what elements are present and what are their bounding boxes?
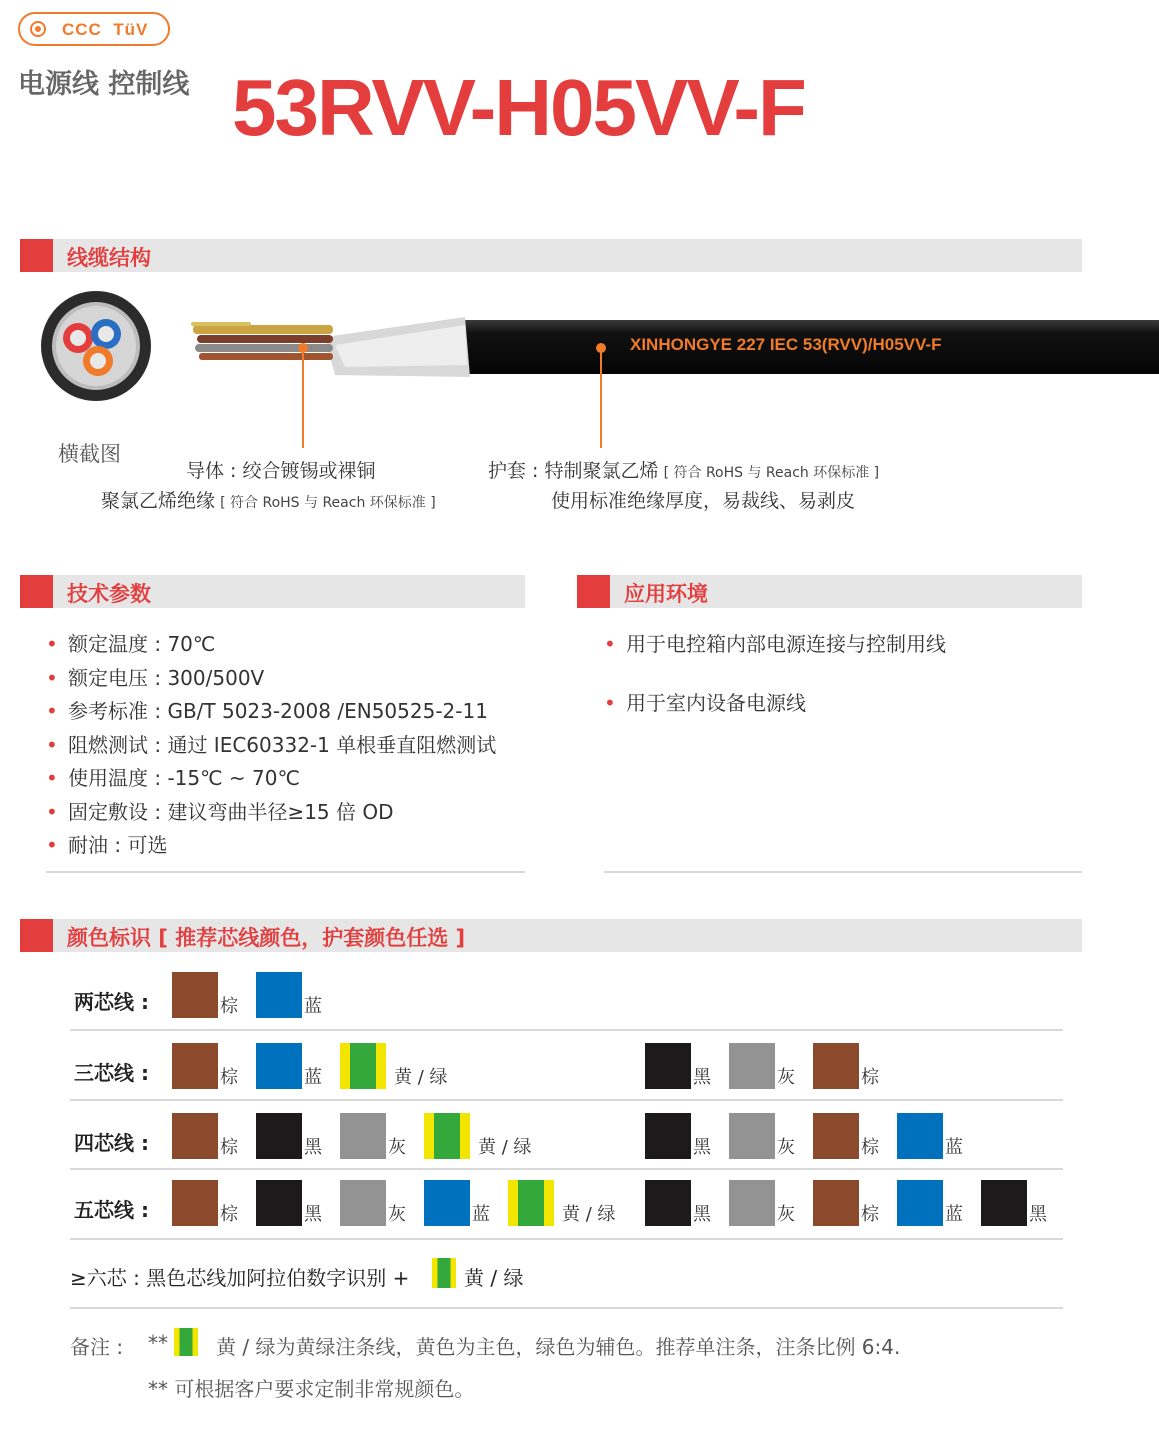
swatch-label: 棕 [220,1204,238,1225]
section-bar-colors [20,919,1082,952]
red-square-icon [20,919,53,952]
swatch-label: 蓝 [304,1067,322,1088]
divider [70,1168,1063,1170]
swatch-label: 棕 [220,1067,238,1088]
conductor-label: 导体 : 绞合镀锡或裸铜 [186,460,376,482]
swatch-label: 黑 [304,1137,322,1158]
black-swatch [256,1180,302,1226]
spec-item: • 使用温度 : -15℃ ~ 70℃ [46,762,496,796]
swatch-label: 黄 / 绿 [478,1137,532,1158]
grey-swatch [340,1113,386,1159]
swatch-label: 棕 [861,1137,879,1158]
red-square-icon [20,575,53,608]
swatch-label: 黑 [693,1204,711,1225]
row-label: 五芯线 : [74,1198,149,1222]
cable-print-text: XINHONGYE 227 IEC 53(RVV)/H05VV-F [630,335,942,354]
notes-stars: ** [148,1331,168,1355]
blue-swatch [897,1113,943,1159]
swatch-label: 蓝 [945,1137,963,1158]
divider [70,1099,1063,1101]
insulation-line [101,486,436,513]
divider [70,1238,1063,1240]
jacket-line2: 使用标准绝缘厚度，易裁线、易剥皮 [551,490,856,512]
swatch-label: 黑 [1029,1204,1047,1225]
divider [46,871,525,873]
target-icon [30,21,46,37]
insulation-note: [ 符合 RoHS 与 Reach 环保标准 ] [220,495,436,511]
section-title-specs: 技术参数 [67,582,151,606]
specs-list [46,628,496,863]
section-title-application: 应用环境 [624,582,708,606]
brown-swatch [813,1113,859,1159]
model-title: 53RVV-H05VV-F [232,63,805,152]
swatch-label: 棕 [220,1137,238,1158]
section-bar-specs [20,575,525,608]
grey-swatch [729,1180,775,1226]
swatch-label: 蓝 [945,1204,963,1225]
spec-item: • 阻燃测试 : 通过 IEC60332-1 单根垂直阻燃测试 [46,729,496,763]
swatch-label: 灰 [388,1204,406,1225]
section-title-colors: 颜色标识 [ 推荐芯线颜色，护套颜色任选 ] [67,926,466,950]
blue-swatch [256,972,302,1018]
application-item: • 用于室内设备电源线 [604,687,946,721]
spec-item: • 额定温度 : 70℃ [46,628,496,662]
application-item: • 用于电控箱内部电源连接与控制用线 [604,628,946,662]
swatch-label: 黑 [693,1137,711,1158]
note-2: ** 可根据客户要求定制非常规颜色。 [148,1377,475,1401]
yellow-green-swatch [432,1258,456,1288]
swatch-label: 棕 [861,1204,879,1225]
grey-swatch [729,1113,775,1159]
cross-section-label: 横截图 [58,442,121,466]
application-list [604,628,946,720]
section-bar-structure [20,239,1082,272]
divider [604,871,1082,873]
blue-swatch [424,1180,470,1226]
red-square-icon [577,575,610,608]
conductor-leader-line [302,348,304,448]
swatch-label: 黑 [304,1204,322,1225]
swatch-label: 棕 [861,1067,879,1088]
swatch-label: 灰 [777,1137,795,1158]
blue-swatch [897,1180,943,1226]
brown-swatch [813,1180,859,1226]
black-swatch [645,1043,691,1089]
brown-swatch [172,1180,218,1226]
spec-item: • 参考标准 : GB/T 5023-2008 /EN50525-2-11 [46,695,496,729]
black-swatch [645,1180,691,1226]
spec-item: • 耐油 : 可选 [46,829,496,863]
grey-swatch [340,1180,386,1226]
jacket-leader-line [600,348,602,448]
jacket-line [488,456,879,483]
blue-swatch [256,1043,302,1089]
swatch-label: 灰 [777,1204,795,1225]
swatch-label: 棕 [220,996,238,1017]
black-swatch [981,1180,1027,1226]
swatch-label: 黑 [693,1067,711,1088]
spec-item: • 额定电压 : 300/500V [46,662,496,696]
divider [70,1029,1063,1031]
swatch-label: 蓝 [472,1204,490,1225]
cross-section-icon [40,290,152,402]
brown-swatch [172,1043,218,1089]
note-1: 黄 / 绿为黄绿注条线，黄色为主色，绿色为辅色。推荐单注条，注条比例 6:4. [216,1335,901,1359]
section-title-structure: 线缆结构 [67,246,151,270]
row-label: 三芯线 : [74,1061,149,1085]
yellow-green-swatch [174,1328,198,1356]
brown-swatch [172,972,218,1018]
cert-text: CCC TüV [62,20,149,39]
section-bar-application [577,575,1082,608]
swatch-label: 黄 / 绿 [562,1204,616,1225]
swatch-label: 灰 [777,1067,795,1088]
product-category: 电源线 控制线 [18,69,190,100]
notes-label: 备注 : [70,1335,124,1359]
swatch-label: 黄 / 绿 [394,1067,448,1088]
swatch-label: 蓝 [304,996,322,1017]
swatch-label: 灰 [388,1137,406,1158]
divider [70,1307,1063,1309]
six-core-text: ≥六芯 : 黑色芯线加阿拉伯数字识别 + [70,1266,410,1290]
yellow-green-swatch [508,1180,554,1226]
red-square-icon [20,239,53,272]
jacket-note: [ 符合 RoHS 与 Reach 环保标准 ] [663,465,880,481]
black-swatch [256,1113,302,1159]
jacket-label: 护套 : 特制聚氯乙烯 [488,460,659,482]
black-swatch [645,1113,691,1159]
certification-badge [18,12,170,46]
six-core-suffix: 黄 / 绿 [464,1266,524,1290]
row-label: 两芯线 : [74,990,149,1014]
insulation-label: 聚氯乙烯绝缘 [101,490,216,512]
yellow-green-swatch [340,1043,386,1089]
brown-swatch [813,1043,859,1089]
grey-swatch [729,1043,775,1089]
row-label: 四芯线 : [74,1131,149,1155]
yellow-green-swatch [424,1113,470,1159]
brown-swatch [172,1113,218,1159]
spec-item: • 固定敷设 : 建议弯曲半径≥15 倍 OD [46,796,496,830]
